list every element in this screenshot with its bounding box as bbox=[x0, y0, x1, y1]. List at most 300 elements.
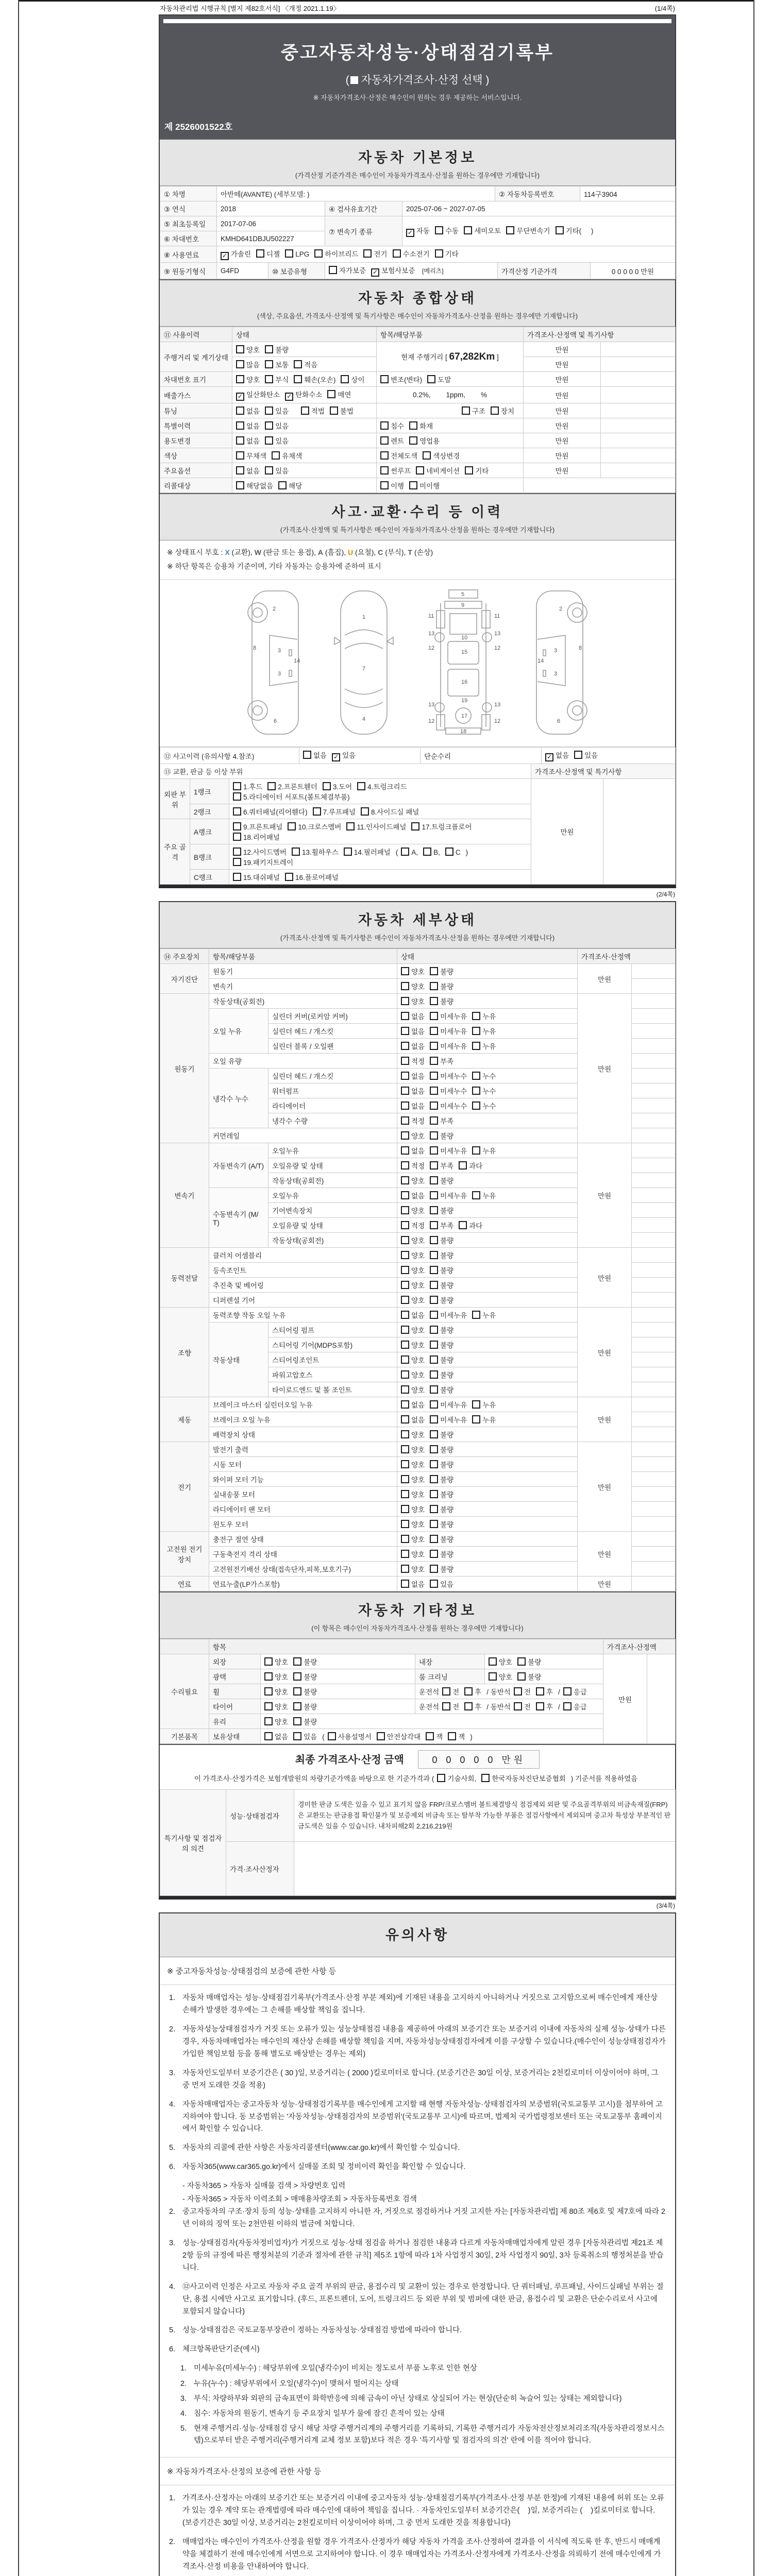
checkbox-option bbox=[293, 1686, 317, 1697]
checkbox[interactable] bbox=[448, 1732, 456, 1740]
notes-cell bbox=[632, 1472, 676, 1487]
checkbox[interactable] bbox=[401, 1236, 409, 1244]
checkbox-option bbox=[472, 1041, 496, 1051]
checkbox[interactable] bbox=[293, 1657, 301, 1666]
text-segment: C bbox=[378, 548, 383, 556]
checkbox[interactable] bbox=[435, 226, 443, 234]
page-left-border bbox=[18, 0, 19, 2576]
checkbox[interactable] bbox=[472, 1101, 480, 1110]
checkbox[interactable] bbox=[491, 406, 499, 415]
checkbox[interactable] bbox=[328, 1732, 336, 1740]
checkbox[interactable] bbox=[401, 848, 409, 856]
checkbox[interactable] bbox=[459, 1161, 467, 1170]
checkbox[interactable] bbox=[401, 1206, 409, 1214]
checkbox[interactable] bbox=[427, 375, 435, 383]
checkbox-option bbox=[401, 1310, 425, 1320]
checkbox[interactable] bbox=[437, 1774, 445, 1782]
checkbox[interactable] bbox=[272, 451, 280, 460]
checkbox-label: 적음 bbox=[304, 361, 318, 369]
tuning-options-a bbox=[232, 403, 377, 418]
checkbox[interactable] bbox=[344, 848, 352, 856]
checkbox[interactable] bbox=[293, 1717, 301, 1725]
checkbox[interactable] bbox=[401, 1415, 409, 1423]
notes-cell bbox=[632, 1218, 676, 1233]
checkbox[interactable] bbox=[401, 1355, 409, 1364]
checkbox[interactable] bbox=[401, 1430, 409, 1438]
checkbox[interactable] bbox=[233, 782, 241, 790]
checkbox[interactable] bbox=[401, 1490, 409, 1498]
checkbox[interactable] bbox=[236, 451, 244, 460]
main-frame-group: 주요 골격 bbox=[160, 819, 190, 885]
checkbox-label: 6.쿼터패널(리어휀다) bbox=[243, 808, 308, 817]
checkbox[interactable] bbox=[430, 1057, 438, 1065]
table-row bbox=[160, 342, 676, 357]
interior-options bbox=[485, 1654, 603, 1669]
checkbox[interactable] bbox=[462, 406, 470, 415]
inspection-period-value: 2025-07-06 ~ 2027-07-05 bbox=[402, 201, 676, 216]
checkbox-label: 양호 bbox=[275, 1703, 289, 1711]
checkbox-label: 5.라디에이터 서포트(볼트체결부품) bbox=[243, 793, 350, 802]
checkbox-option bbox=[401, 1026, 425, 1036]
checkbox[interactable] bbox=[265, 406, 273, 415]
checkbox[interactable] bbox=[401, 1445, 409, 1453]
checkbox[interactable] bbox=[416, 466, 424, 474]
checkbox[interactable] bbox=[563, 1687, 572, 1696]
checkbox-label: 불량 bbox=[440, 1491, 454, 1499]
checkbox-option bbox=[264, 1671, 288, 1682]
checkbox[interactable] bbox=[435, 249, 443, 258]
checkbox-option bbox=[236, 450, 266, 461]
svg-text:12: 12 bbox=[428, 718, 435, 725]
text-segment: (손상) bbox=[412, 548, 433, 556]
checkbox[interactable] bbox=[401, 967, 409, 975]
checkbox[interactable] bbox=[265, 421, 273, 430]
checkbox[interactable] bbox=[430, 1101, 438, 1110]
checkbox[interactable] bbox=[401, 982, 409, 990]
checkbox[interactable] bbox=[288, 822, 296, 831]
checkbox-label: 없음 bbox=[246, 422, 260, 430]
item-label: 와이퍼 모터 기능 bbox=[209, 1472, 397, 1487]
checkbox-option bbox=[401, 981, 425, 991]
checkbox[interactable] bbox=[380, 481, 389, 489]
checkbox[interactable] bbox=[401, 1385, 409, 1394]
checkbox[interactable]: ✓ bbox=[285, 393, 293, 401]
checkbox[interactable] bbox=[401, 1176, 409, 1184]
checkbox[interactable] bbox=[357, 782, 365, 790]
checkbox[interactable] bbox=[401, 1161, 409, 1170]
checkbox[interactable] bbox=[472, 1087, 480, 1095]
checkbox[interactable] bbox=[430, 1520, 438, 1528]
checkbox-label: 하이브리드 bbox=[325, 250, 359, 258]
checkbox[interactable] bbox=[464, 1687, 473, 1696]
warranty-type-options bbox=[325, 263, 498, 279]
detail-status-header bbox=[160, 902, 675, 948]
checkbox[interactable] bbox=[363, 249, 372, 258]
checkbox[interactable] bbox=[401, 997, 409, 1005]
checkbox[interactable] bbox=[393, 249, 401, 258]
checkbox[interactable]: ✓ bbox=[221, 252, 229, 260]
checkbox[interactable] bbox=[265, 345, 273, 353]
checkbox[interactable] bbox=[233, 858, 241, 866]
checkbox[interactable] bbox=[430, 1116, 438, 1125]
checkbox[interactable] bbox=[236, 421, 244, 430]
checkbox[interactable] bbox=[430, 997, 438, 1005]
checkbox-option bbox=[430, 1011, 467, 1021]
checkbox[interactable] bbox=[472, 1400, 480, 1409]
transmission-label: ⑦ 변속기 종류 bbox=[325, 216, 402, 246]
rank1-options bbox=[229, 779, 531, 804]
checkbox[interactable] bbox=[264, 1672, 273, 1681]
notice-item-text: 자동차 매매업자는 성능·상태점검기록부(가격조사·산정 부분 제외)에 기재된 내용을 고지하지 아니하거나 거짓으로 고지함으로써 매수인에게 재산상 손해가 발생한 경우에는 그 손해를 배상할 책임을 집니다. bbox=[182, 1994, 658, 2015]
checkbox[interactable] bbox=[341, 375, 349, 383]
checkbox[interactable] bbox=[430, 1415, 438, 1423]
checkbox[interactable] bbox=[430, 1460, 438, 1468]
checkbox[interactable] bbox=[264, 1717, 273, 1725]
checkbox-label: 불량 bbox=[440, 1177, 454, 1185]
checkbox[interactable]: ✓ bbox=[332, 753, 340, 761]
checkbox[interactable] bbox=[481, 1774, 490, 1782]
checkbox-label: 양호 bbox=[411, 1371, 425, 1380]
checkbox[interactable] bbox=[401, 1296, 409, 1304]
checkbox[interactable] bbox=[236, 345, 244, 353]
table-row bbox=[160, 1308, 676, 1323]
checkbox[interactable] bbox=[472, 1012, 480, 1020]
checkbox[interactable] bbox=[423, 451, 431, 460]
checkbox[interactable] bbox=[442, 1702, 450, 1710]
checkbox[interactable] bbox=[430, 1400, 438, 1409]
state-options bbox=[397, 1487, 578, 1502]
checkbox[interactable] bbox=[426, 1732, 434, 1740]
checkbox[interactable] bbox=[401, 1057, 409, 1065]
checkbox[interactable] bbox=[430, 1131, 438, 1140]
checkbox[interactable] bbox=[233, 833, 241, 841]
checkbox[interactable] bbox=[267, 782, 276, 790]
checkbox[interactable] bbox=[401, 1311, 409, 1319]
checkbox[interactable] bbox=[285, 249, 293, 258]
checkbox-option bbox=[409, 420, 433, 431]
checkbox-label: 양호 bbox=[411, 1252, 425, 1260]
checkbox[interactable] bbox=[472, 1311, 480, 1319]
checkbox[interactable] bbox=[401, 1326, 409, 1334]
checkbox[interactable] bbox=[472, 1415, 480, 1423]
checkbox[interactable] bbox=[377, 1732, 385, 1740]
checkbox[interactable] bbox=[430, 1161, 438, 1170]
checkbox[interactable] bbox=[430, 1072, 438, 1080]
checkbox[interactable] bbox=[401, 1027, 409, 1035]
checkbox-label: 잭 bbox=[458, 1733, 465, 1741]
checkbox[interactable] bbox=[506, 226, 514, 234]
checkbox-option bbox=[233, 872, 280, 882]
col-major-device: ⑭ 주요장치 bbox=[160, 949, 209, 964]
checkbox[interactable] bbox=[401, 1072, 409, 1080]
checkbox[interactable] bbox=[401, 1505, 409, 1513]
checkbox-label: 변조(변타) bbox=[391, 376, 423, 384]
checkbox[interactable] bbox=[423, 848, 431, 856]
checkbox[interactable] bbox=[536, 1702, 544, 1710]
checkbox[interactable] bbox=[430, 1296, 438, 1304]
checkbox-option bbox=[328, 1731, 372, 1741]
checkbox[interactable] bbox=[472, 1042, 480, 1050]
price-cell: 만원 bbox=[578, 1397, 632, 1442]
checkbox[interactable] bbox=[330, 406, 338, 415]
checkbox[interactable] bbox=[265, 360, 273, 368]
checkbox[interactable] bbox=[430, 1012, 438, 1020]
state-options bbox=[397, 1113, 578, 1128]
item-label: 냉각수 수량 bbox=[268, 1113, 397, 1128]
checkbox[interactable] bbox=[264, 1657, 273, 1666]
checkbox[interactable] bbox=[430, 1206, 438, 1214]
checkbox-label: 미세누유 bbox=[440, 1401, 467, 1410]
checkbox[interactable] bbox=[401, 1116, 409, 1125]
checkbox[interactable] bbox=[401, 1565, 409, 1573]
checkbox[interactable] bbox=[465, 466, 473, 474]
checkbox-option bbox=[256, 248, 280, 259]
checkbox[interactable] bbox=[401, 1281, 409, 1289]
checkbox[interactable] bbox=[442, 1687, 450, 1696]
criteria-text: 부식: 차량하부와 외판의 금속표면이 화학반응에 의해 금속이 아닌 상태로 상실되어 가는 현상(단순히 녹슬어 있는 상태는 제외합니다) bbox=[194, 2394, 622, 2403]
table-row bbox=[160, 372, 676, 387]
checkbox[interactable] bbox=[233, 822, 241, 831]
checkbox[interactable] bbox=[514, 1687, 522, 1696]
notice-item bbox=[169, 2099, 666, 2136]
checkbox[interactable] bbox=[292, 848, 300, 856]
checkbox[interactable] bbox=[430, 1146, 438, 1155]
checkbox[interactable] bbox=[430, 1385, 438, 1394]
checkbox[interactable] bbox=[409, 421, 417, 430]
checkbox[interactable] bbox=[430, 1535, 438, 1543]
checkbox[interactable]: ✓ bbox=[406, 229, 414, 237]
checkbox-option bbox=[401, 1220, 425, 1230]
state-options bbox=[397, 1337, 578, 1352]
final-price-label: 최종 가격조사·산정 금액 bbox=[295, 1754, 404, 1766]
checkbox[interactable] bbox=[430, 1475, 438, 1483]
checkbox[interactable] bbox=[301, 406, 309, 415]
checkbox[interactable]: ✓ bbox=[545, 753, 553, 761]
checkbox[interactable] bbox=[401, 1191, 409, 1199]
checkbox[interactable] bbox=[574, 751, 582, 759]
checkbox[interactable] bbox=[329, 266, 337, 274]
checkbox[interactable] bbox=[236, 466, 244, 474]
checkbox[interactable] bbox=[563, 1702, 572, 1710]
price-cell: 만원 bbox=[524, 433, 601, 448]
checkbox[interactable] bbox=[556, 226, 564, 234]
checkbox[interactable] bbox=[411, 822, 419, 831]
checkbox[interactable] bbox=[401, 1520, 409, 1528]
checkbox[interactable] bbox=[430, 1580, 438, 1588]
checkbox[interactable] bbox=[265, 436, 273, 445]
checkbox[interactable] bbox=[401, 1460, 409, 1468]
checkbox[interactable] bbox=[380, 375, 389, 383]
checkbox[interactable] bbox=[380, 451, 389, 460]
checkbox[interactable] bbox=[489, 1657, 497, 1666]
checkbox[interactable] bbox=[401, 1251, 409, 1259]
notes-cell bbox=[632, 1113, 676, 1128]
checkbox[interactable] bbox=[323, 782, 331, 790]
checkbox[interactable] bbox=[313, 807, 321, 816]
document-subtitle bbox=[163, 72, 671, 87]
checkbox-label: 없음 bbox=[411, 1043, 425, 1051]
checkbox[interactable] bbox=[233, 807, 241, 816]
table-row bbox=[160, 1790, 676, 1842]
checkbox[interactable] bbox=[430, 1266, 438, 1274]
checkbox-option bbox=[293, 1716, 317, 1726]
checkbox[interactable] bbox=[472, 1072, 480, 1080]
checkbox[interactable] bbox=[489, 1672, 497, 1681]
checkbox[interactable] bbox=[430, 982, 438, 990]
warranty-insurer: [메리츠] bbox=[422, 267, 444, 275]
notice-header bbox=[160, 1913, 675, 1957]
checkbox-label: 양호 bbox=[411, 1521, 425, 1529]
checkbox[interactable] bbox=[445, 848, 453, 856]
checkbox[interactable] bbox=[380, 421, 389, 430]
state-options bbox=[397, 1143, 578, 1158]
checkbox-label: 디젤 bbox=[266, 250, 280, 258]
checkbox[interactable] bbox=[430, 1445, 438, 1453]
text-segment: ] bbox=[495, 353, 499, 361]
checkbox[interactable] bbox=[401, 1535, 409, 1543]
color-options-b bbox=[377, 448, 524, 463]
checkbox-option bbox=[293, 1671, 317, 1682]
checkbox[interactable] bbox=[401, 1370, 409, 1379]
checkbox-option bbox=[435, 225, 459, 235]
checkbox[interactable] bbox=[327, 390, 335, 398]
checkbox[interactable] bbox=[430, 1550, 438, 1558]
checkbox[interactable] bbox=[233, 792, 241, 801]
checkbox[interactable] bbox=[430, 967, 438, 975]
checkbox[interactable] bbox=[265, 375, 273, 383]
checkbox[interactable] bbox=[401, 1266, 409, 1274]
checkbox[interactable] bbox=[401, 1550, 409, 1558]
checkbox[interactable] bbox=[430, 1176, 438, 1184]
checkbox[interactable] bbox=[236, 360, 244, 368]
checkbox[interactable] bbox=[430, 1355, 438, 1364]
checkbox[interactable] bbox=[430, 1430, 438, 1438]
checkbox[interactable] bbox=[517, 1657, 526, 1666]
checkbox[interactable] bbox=[472, 1146, 480, 1155]
checkbox-label: 누유 bbox=[482, 1401, 496, 1410]
checkbox[interactable] bbox=[236, 436, 244, 445]
checkbox[interactable] bbox=[401, 1087, 409, 1095]
checkbox[interactable] bbox=[233, 848, 241, 856]
checkbox[interactable] bbox=[236, 406, 244, 415]
checkbox[interactable] bbox=[401, 1341, 409, 1349]
checkbox[interactable] bbox=[303, 751, 311, 759]
checkbox[interactable] bbox=[430, 1251, 438, 1259]
checkbox[interactable] bbox=[294, 375, 302, 383]
checkbox[interactable] bbox=[430, 1565, 438, 1573]
checkbox[interactable] bbox=[265, 466, 273, 474]
checkbox[interactable] bbox=[346, 822, 355, 831]
checkbox[interactable] bbox=[430, 1221, 438, 1229]
checkbox[interactable] bbox=[409, 481, 417, 489]
item-label: 동력조향 작동 오일 누유 bbox=[209, 1308, 397, 1323]
first-reg-value: 2017-07-06 bbox=[217, 216, 325, 231]
checkbox-label: 화재 bbox=[419, 422, 433, 430]
checkbox[interactable] bbox=[401, 1475, 409, 1483]
checkbox[interactable] bbox=[380, 466, 389, 474]
checkbox-option bbox=[401, 1384, 425, 1395]
checkbox[interactable] bbox=[401, 1221, 409, 1229]
checkbox[interactable] bbox=[536, 1687, 544, 1696]
checkbox[interactable] bbox=[430, 1326, 438, 1334]
notice-item-text: ⑫사고이력 인정은 사고로 자동차 주요 골격 부위의 판금, 용접수리 및 교환이 있는 경우로 한정합니다. 단 쿼터패널, 루프패널, 사이드실패널 부위는 절단, 용접 시에만 사고로 표기합니다. (후드, 프론트펜더, 도어, 트렁크리드 등 외판 부위 및 범퍼에 대한 판금, 용접수리 및 교환은 단순수리로서 사고에 포함되지 않습니다) bbox=[182, 2282, 664, 2316]
checkbox-option bbox=[472, 1011, 496, 1021]
document-title: 중고자동차성능·상태점검기록부 bbox=[281, 43, 554, 63]
checkbox[interactable] bbox=[430, 1490, 438, 1498]
checkbox-option bbox=[465, 465, 489, 476]
checkbox[interactable] bbox=[401, 1131, 409, 1140]
checkbox[interactable] bbox=[380, 436, 389, 445]
checkbox[interactable] bbox=[517, 1672, 526, 1681]
checkbox[interactable] bbox=[361, 807, 369, 816]
checkbox[interactable] bbox=[236, 375, 244, 383]
criteria-text: 현재 주행거리·성능·상태점검 당시 해당 차량 주행거리계의 주행거리를 기록하되, 기록한 주행거리가 자동차전산정보처리조직(자동차관리정보시스템)으로부터 받은 주행거리(주행거리계 교체 정보 포함)보다 적은 경우 '특기사항 및 점검자의 의견' 란에 이를 적어야 합니다. bbox=[194, 2425, 665, 2445]
checkbox[interactable] bbox=[278, 481, 287, 489]
checkbox[interactable] bbox=[401, 1012, 409, 1020]
checkbox[interactable] bbox=[472, 1027, 480, 1035]
checkbox[interactable] bbox=[430, 1281, 438, 1289]
checkbox[interactable]: ✓ bbox=[236, 393, 244, 401]
notes-cell bbox=[601, 372, 676, 387]
checkbox[interactable] bbox=[293, 1672, 301, 1681]
checkbox[interactable] bbox=[514, 1702, 522, 1710]
checkbox[interactable] bbox=[401, 1042, 409, 1050]
checkbox[interactable] bbox=[236, 481, 244, 489]
checkbox[interactable] bbox=[264, 1687, 273, 1696]
checkbox[interactable] bbox=[430, 1505, 438, 1513]
checkbox[interactable] bbox=[430, 1341, 438, 1349]
svg-text:6: 6 bbox=[557, 718, 561, 725]
checkbox[interactable] bbox=[430, 1311, 438, 1319]
checkbox-label: 미세누수 bbox=[440, 1073, 467, 1081]
checkbox[interactable] bbox=[293, 1687, 301, 1696]
checkbox-option bbox=[401, 1115, 425, 1126]
checkbox[interactable] bbox=[264, 1702, 273, 1710]
checkbox[interactable] bbox=[430, 1027, 438, 1035]
checkbox[interactable] bbox=[401, 1580, 409, 1588]
checkbox[interactable] bbox=[409, 436, 417, 445]
checkbox[interactable] bbox=[430, 1042, 438, 1050]
checkbox[interactable] bbox=[430, 1191, 438, 1199]
checkbox[interactable] bbox=[233, 873, 241, 881]
checkbox[interactable] bbox=[293, 1702, 301, 1710]
checkbox[interactable] bbox=[294, 360, 302, 368]
notice-item-number: 4. bbox=[169, 2282, 176, 2291]
checkbox[interactable] bbox=[459, 1221, 467, 1229]
notice-sub-item: - 자동차365 > 자동차 이력조회 > 매매용차량조회 > 자동차등록번호 검색 bbox=[182, 2195, 417, 2204]
checkbox[interactable] bbox=[256, 249, 264, 258]
price-cell: 만원 bbox=[578, 1143, 632, 1248]
checkbox[interactable] bbox=[285, 873, 293, 881]
checkbox[interactable] bbox=[264, 1732, 273, 1740]
item-label: 작동상태(공회전) bbox=[268, 1173, 397, 1188]
checkbox[interactable] bbox=[401, 1400, 409, 1409]
checkbox[interactable] bbox=[464, 1702, 473, 1710]
checkbox[interactable] bbox=[314, 249, 323, 258]
checkbox[interactable] bbox=[293, 1732, 301, 1740]
checkbox[interactable] bbox=[472, 1191, 480, 1199]
checkbox[interactable]: ✓ bbox=[371, 268, 379, 277]
checkbox[interactable] bbox=[430, 1087, 438, 1095]
checkbox[interactable] bbox=[430, 1370, 438, 1379]
checkbox[interactable] bbox=[430, 1236, 438, 1244]
checkbox-label: 양호 bbox=[411, 983, 425, 991]
checkbox[interactable] bbox=[401, 1101, 409, 1110]
checkbox-label: 양호 bbox=[411, 1267, 425, 1275]
checkbox[interactable] bbox=[401, 1146, 409, 1155]
basic-info-table-2 bbox=[160, 262, 676, 279]
checkbox[interactable] bbox=[464, 226, 472, 234]
